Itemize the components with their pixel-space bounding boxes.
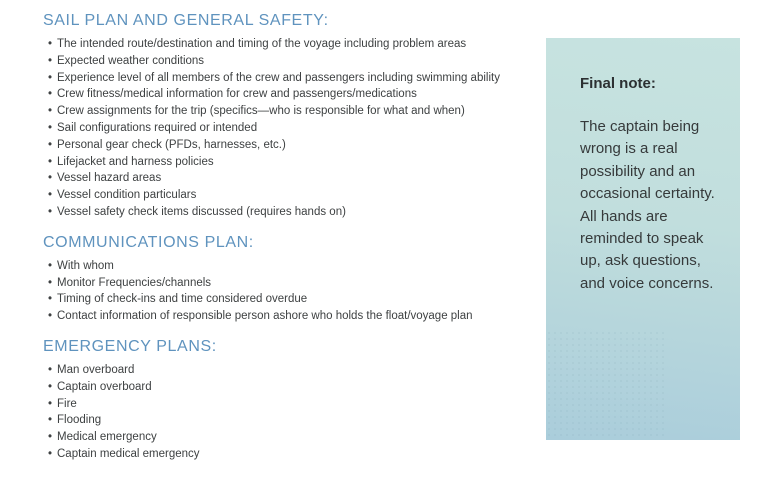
list-item bbox=[48, 291, 548, 308]
bullet-icon bbox=[48, 187, 57, 204]
list-item bbox=[48, 36, 548, 53]
list-item bbox=[48, 379, 548, 396]
list-item-text: Sail configurations required or intended bbox=[57, 121, 258, 134]
list-item-text: Man overboard bbox=[57, 363, 135, 376]
list-item bbox=[48, 362, 548, 379]
list-item-text: Experience level of all members of the crew and passengers including swimming ability bbox=[57, 71, 500, 84]
list-item-text: Crew fitness/medical information for crew and passengers/medications bbox=[57, 88, 417, 101]
note-body: The captain being wrong is a real possibility and an occasional certainty. All hands are reminded to speak up, ask questions, and voice concerns. bbox=[580, 118, 715, 292]
list-item-text: Vessel condition particulars bbox=[57, 189, 197, 202]
section-heading-emergency: EMERGENCY PLANS: bbox=[43, 337, 217, 355]
list-item-text: With whom bbox=[57, 259, 114, 272]
bullet-icon bbox=[48, 258, 57, 275]
list-item-text: Captain overboard bbox=[57, 380, 152, 393]
list-item bbox=[48, 258, 548, 275]
list-item-text: Vessel hazard areas bbox=[57, 172, 162, 185]
list-item bbox=[48, 308, 548, 325]
bullet-list-sail-plan bbox=[43, 36, 548, 221]
section-sail-plan bbox=[43, 12, 548, 221]
bullet-icon bbox=[48, 275, 57, 292]
bullet-icon bbox=[48, 170, 57, 187]
list-item-text: Monitor Frequencies/channels bbox=[57, 276, 212, 289]
section-emergency bbox=[43, 338, 548, 463]
list-item-text: Personal gear check (PFDs, harnesses, etc.) bbox=[57, 138, 286, 151]
main-content bbox=[43, 12, 548, 476]
bullet-icon bbox=[48, 446, 57, 463]
bullet-icon bbox=[48, 120, 57, 137]
list-item bbox=[48, 396, 548, 413]
list-item-text: Medical emergency bbox=[57, 431, 157, 444]
list-item bbox=[48, 154, 548, 171]
bullet-icon bbox=[48, 308, 57, 325]
list-item-text: Crew assignments for the trip (specifics—who is responsible for what and when) bbox=[57, 105, 465, 118]
list-item-text: Vessel safety check items discussed (requires hands on) bbox=[57, 205, 346, 218]
note-title: Final note: bbox=[580, 75, 656, 92]
bullet-icon bbox=[48, 204, 57, 221]
list-item-text: The intended route/destination and timing of the voyage including problem areas bbox=[57, 38, 467, 50]
bullet-icon bbox=[48, 86, 57, 103]
list-item bbox=[48, 103, 548, 120]
bullet-icon bbox=[48, 396, 57, 413]
list-item bbox=[48, 446, 548, 463]
list-item-text: Fire bbox=[57, 397, 77, 410]
list-item bbox=[48, 86, 548, 103]
bullet-icon bbox=[48, 70, 57, 87]
section-heading-sail-plan: SAIL PLAN AND GENERAL SAFETY: bbox=[43, 12, 329, 29]
list-item bbox=[48, 275, 548, 292]
list-item-text: Flooding bbox=[57, 414, 102, 427]
bullet-icon bbox=[48, 412, 57, 429]
list-item bbox=[48, 53, 548, 70]
list-item bbox=[48, 412, 548, 429]
bullet-icon bbox=[48, 103, 57, 120]
list-item bbox=[48, 204, 548, 221]
list-item-text: Expected weather conditions bbox=[57, 54, 205, 67]
bullet-icon bbox=[48, 36, 57, 53]
bullet-icon bbox=[48, 362, 57, 379]
bullet-icon bbox=[48, 154, 57, 171]
list-item-text: Lifejacket and harness policies bbox=[57, 155, 214, 168]
list-item-text: Contact information of responsible person ashore who holds the float/voyage plan bbox=[57, 310, 473, 323]
list-item-text: Timing of check-ins and time considered overdue bbox=[57, 293, 308, 306]
list-item bbox=[48, 120, 548, 137]
bullet-list-communications bbox=[43, 258, 548, 325]
list-item bbox=[48, 170, 548, 187]
list-item bbox=[48, 70, 548, 87]
bullet-icon bbox=[48, 53, 57, 70]
bullet-list-emergency bbox=[43, 362, 548, 463]
section-communications bbox=[43, 234, 548, 325]
bullet-icon bbox=[48, 429, 57, 446]
section-heading-communications: COMMUNICATIONS PLAN: bbox=[43, 233, 254, 251]
note-box bbox=[546, 38, 740, 440]
list-item bbox=[48, 429, 548, 446]
bullet-icon bbox=[48, 379, 57, 396]
bullet-icon bbox=[48, 137, 57, 154]
bullet-icon bbox=[48, 291, 57, 308]
halftone-texture bbox=[546, 330, 666, 440]
list-item-text: Captain medical emergency bbox=[57, 447, 200, 460]
list-item bbox=[48, 187, 548, 204]
list-item bbox=[48, 137, 548, 154]
